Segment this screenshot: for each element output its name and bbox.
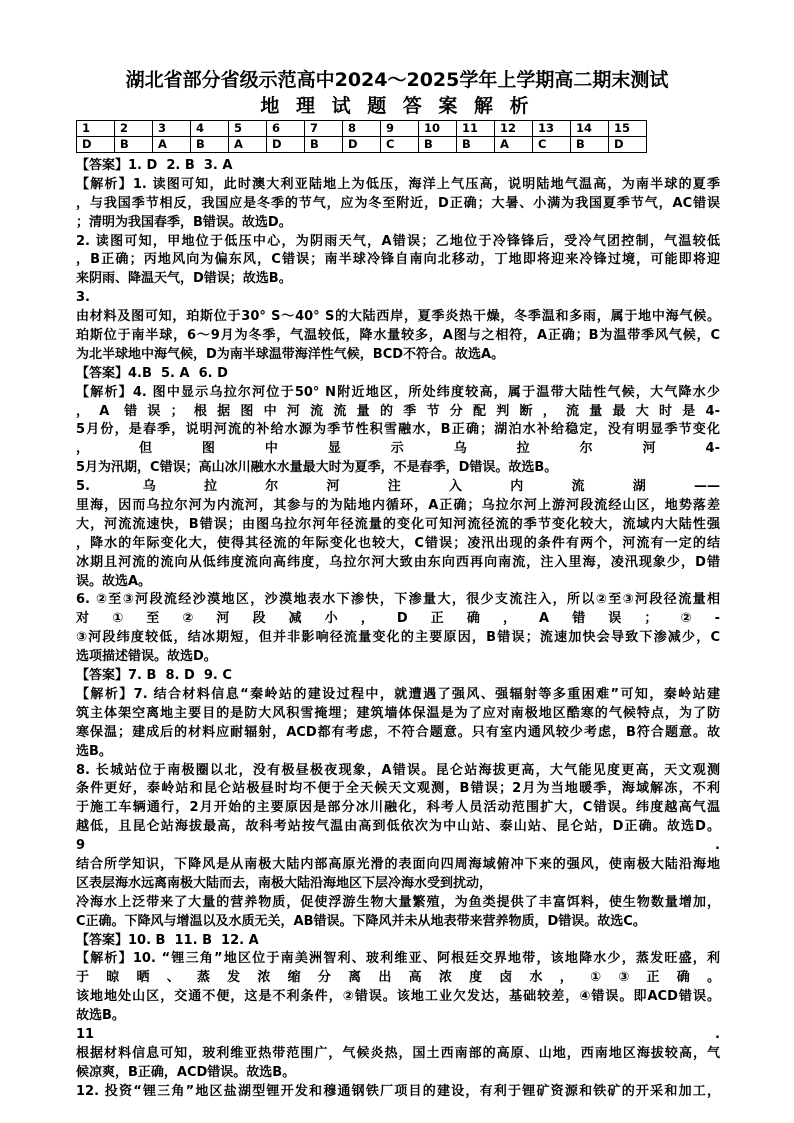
text-line: 区表层海水远离南极大陆而去，南极大陆沿海地区下层冷海水受到扰动，: [76, 875, 493, 891]
text-line: 5月份，是春季，说明河流的补给水源为季节性积雪融水，B正确；湖泊水补给稳定，没有明显季节变化: [76, 422, 720, 438]
question-number-cell: 8: [343, 121, 381, 137]
answer-summary: 【答案】4.B 5. A 6. D: [76, 365, 228, 381]
answer-cell: C: [533, 137, 571, 153]
question-number-cell: 2: [115, 121, 153, 137]
text-line: 12. 投资“锂三角”地区盐湖型锂开发和穆通钢铁厂项目的建设，有利于锂矿资源和铁矿的开采和加工，: [76, 1083, 720, 1099]
question-number-cell: 15: [609, 121, 647, 137]
question-number-cell: 5: [229, 121, 267, 137]
question-number-row: [77, 121, 647, 137]
answer-cell: D: [343, 137, 381, 153]
text-line: 冷海水上泛带来了大量的营养物质，促使浮游生物大量繁殖，为鱼类提供了丰富饵料，使生物数量增加，: [76, 894, 720, 910]
text-line: 由材料及图可知，珀斯位于30° S～40° S的大陆西岸，夏季炎热干燥，冬季温和多雨，属于地中海气候。: [76, 309, 720, 325]
text-line: 5. 乌拉尔河注入内流湖——: [76, 479, 720, 495]
text-line: ③河段纬度较低，结冰期短，但并非影响径流量变化的主要原因，B错误；流速加快会导致下渗减少，C: [76, 630, 720, 646]
answer-cell: A: [229, 137, 267, 153]
text-line: 为北半球地中海气候，D为南半球温带海洋性气候，BCD不符合。故选A。: [76, 346, 505, 362]
answer-row: [77, 137, 647, 153]
document-title: 湖北省部分省级示范高中2024～2025学年上学期高二期末测试: [125, 69, 669, 91]
text-line: 结合所学知识，下降风是从南极大陆内部高原光滑的表面向四周海域俯冲下来的强风，使南极大陆沿海地: [76, 856, 720, 872]
question-number-label: 9 .: [76, 838, 720, 854]
text-line: 【解析】4. 图中显示乌拉尔河位于50° N附近地区，所处纬度较高，属于温带大陆性气候，大气降水少: [76, 384, 720, 400]
document-subtitle: 地 理 试 题 答 案 解 析: [260, 95, 534, 117]
analysis-body: [76, 157, 720, 1102]
question-number-cell: 4: [191, 121, 229, 137]
question-number-cell: 10: [419, 121, 457, 137]
answer-summary: 【答案】7. B 8. D 9. C: [76, 668, 232, 684]
text-line: 【解析】1. 读图可知，此时澳大利亚陆地上为低压，海洋上气压高，说明陆地气温高，为南半球的夏季: [76, 176, 720, 192]
text-line: ，与我国季节相反，我国应是冬季的节气，应为冬至附近，D正确；大暑、小满为我国夏季节气，AC错误: [76, 195, 720, 211]
text-line: 大，河流流速快，B错误；由图乌拉尔河年径流量的变化可知河流径流的季节变化较大，流域内大陆性强: [76, 516, 720, 532]
answer-summary: 【答案】10. B 11. B 12. A: [76, 932, 259, 948]
answer-cell: D: [267, 137, 305, 153]
text-line: 来阴雨、降温天气，D错误；故选B。: [76, 271, 292, 287]
answer-cell: B: [419, 137, 457, 153]
answer-cell: D: [77, 137, 115, 153]
text-line: 对①至②河段减小，D正确，A错误；②-: [76, 611, 720, 627]
text-line: 故选B。: [76, 1008, 125, 1024]
text-line: C正确。下降风与增温以及水质无关，AB错误。下降风并未从地表带来营养物质，D错误。故选C。: [76, 913, 646, 929]
text-line: 于施工车辆通行，2月开始的主要原因是部分冰川融化，科考人员活动范围扩大，C错误。纬度越高气温: [76, 800, 720, 816]
text-line: 条件更好，泰岭站和昆仑站极昼时均不便于全天候天文观测，B错误；2月为当地暖季，海域解冻，不利: [76, 781, 720, 797]
question-number-cell: 1: [77, 121, 115, 137]
text-line: 误。故选A。: [76, 573, 152, 589]
text-line: 里海，因而乌拉尔河为内流河，其参与的为陆地内循环，A正确；乌拉尔河上游河段流经山区，地势落差: [76, 498, 720, 514]
text-line: 选B。: [76, 743, 112, 759]
text-line: 根据材料信息可知，玻利维亚热带范围广，气候炎热，国土西南部的高原、山地，西南地区海拔较高，气: [76, 1045, 720, 1061]
text-line: 越低，且昆仑站海拔最高，故科考站按气温由高到低依次为中山站、泰山站、昆仑站，D正确。故选D。: [76, 819, 720, 835]
text-line: 2. 读图可知，甲地位于低压中心，为阴雨天气，A错误；乙地位于冷锋锋后，受冷气团控制，气温较低: [76, 233, 720, 249]
answer-cell: B: [191, 137, 229, 153]
text-line: ，但图中显示乌拉尔河4-: [76, 441, 720, 457]
text-line: 【解析】10. “锂三角”地区位于南美洲智利、玻利维亚、阿根廷交界地带，该地降水少，蒸发旺盛，利: [76, 951, 720, 967]
text-line: 【解析】7. 结合材料信息“秦岭站的建设过程中，就遭遇了强风、强辐射等多重困难”可知，秦岭站建: [76, 686, 720, 702]
question-number-cell: 9: [381, 121, 419, 137]
answer-cell: C: [381, 137, 419, 153]
text-line: 该地地处山区，交通不便，这是不利条件，②错误。该地工业欠发达，基础较差，④错误。即ACD错误。: [76, 989, 720, 1005]
question-number-label: 11 .: [76, 1026, 720, 1042]
text-line: 寒保温；建成后的材料应耐辐射，ACD都有考虑，不符合题意。只有室内通风较少考虑，B符合题意。故: [76, 724, 720, 740]
text-line: 冰期且河流的流向从低纬度流向高纬度，乌拉尔河大致由东向西再向南流，注入里海，凌汛现象少，D错: [76, 554, 720, 570]
text-line: ；清明为我国春季，B错误。故选D。: [76, 214, 292, 230]
question-number-cell: 3: [153, 121, 191, 137]
answer-cell: B: [457, 137, 495, 153]
answer-summary: 【答案】1. D 2. B 3. A: [76, 158, 233, 173]
text-line: 珀斯位于南半球，6～9月为冬季，气温较低，降水量较多，A图与之相符，A正确；B为温带季风气候，C: [76, 328, 720, 344]
answer-cell: D: [609, 137, 647, 153]
text-line: 选项描述错误。故选D。: [76, 649, 217, 665]
question-number-cell: 11: [457, 121, 495, 137]
question-number-cell: 7: [305, 121, 343, 137]
text-line: 5月为汛期，C错误；高山冰川融水水量最大时为夏季，不是春季，D错误。故选B。: [76, 460, 558, 476]
text-line: 6. ②至③河段流经沙漠地区，沙漠地表水下渗快，下渗量大，很少支流注入，所以②至③河段径流量相: [76, 592, 720, 608]
answer-cell: A: [153, 137, 191, 153]
text-line: ，B正确；丙地风向为偏东风，C错误；南半球冷锋自南向北移动，丁地即将迎来冷锋过境，可能即将迎: [76, 252, 720, 268]
text-line: 候凉爽，B正确，ACD错误。故选B。: [76, 1064, 296, 1080]
question-number-cell: 12: [495, 121, 533, 137]
text-line: 筑主体架空离地主要目的是防大风积雪掩埋；建筑墙体保温是为了应对南极地区酷寒的气候特点，为了防: [76, 705, 720, 721]
answer-cell: B: [115, 137, 153, 153]
answer-cell: B: [571, 137, 609, 153]
answer-cell: B: [305, 137, 343, 153]
answer-cell: A: [495, 137, 533, 153]
question-number-cell: 6: [267, 121, 305, 137]
text-line: ，降水的年际变化大，使得其径流的年际变化也较大，C错误；凌汛出现的条件有两个，河流有一定的结: [76, 535, 720, 551]
question-number-cell: 14: [571, 121, 609, 137]
question-number-cell: 13: [533, 121, 571, 137]
answer-table: [76, 120, 647, 153]
text-line: 于晾晒、蒸发浓缩分离出高浓度卤水，①③正确。: [76, 970, 720, 986]
text-line: ，A 错误；根据图中河流流量的季节分配判断，流量最大时是4-: [76, 403, 720, 419]
question-number-label: 3.: [76, 290, 90, 306]
text-line: 8. 长城站位于南极圈以北，没有极昼极夜现象，A错误。昆仑站海拔更高，大气能见度更高，天文观测: [76, 762, 720, 778]
